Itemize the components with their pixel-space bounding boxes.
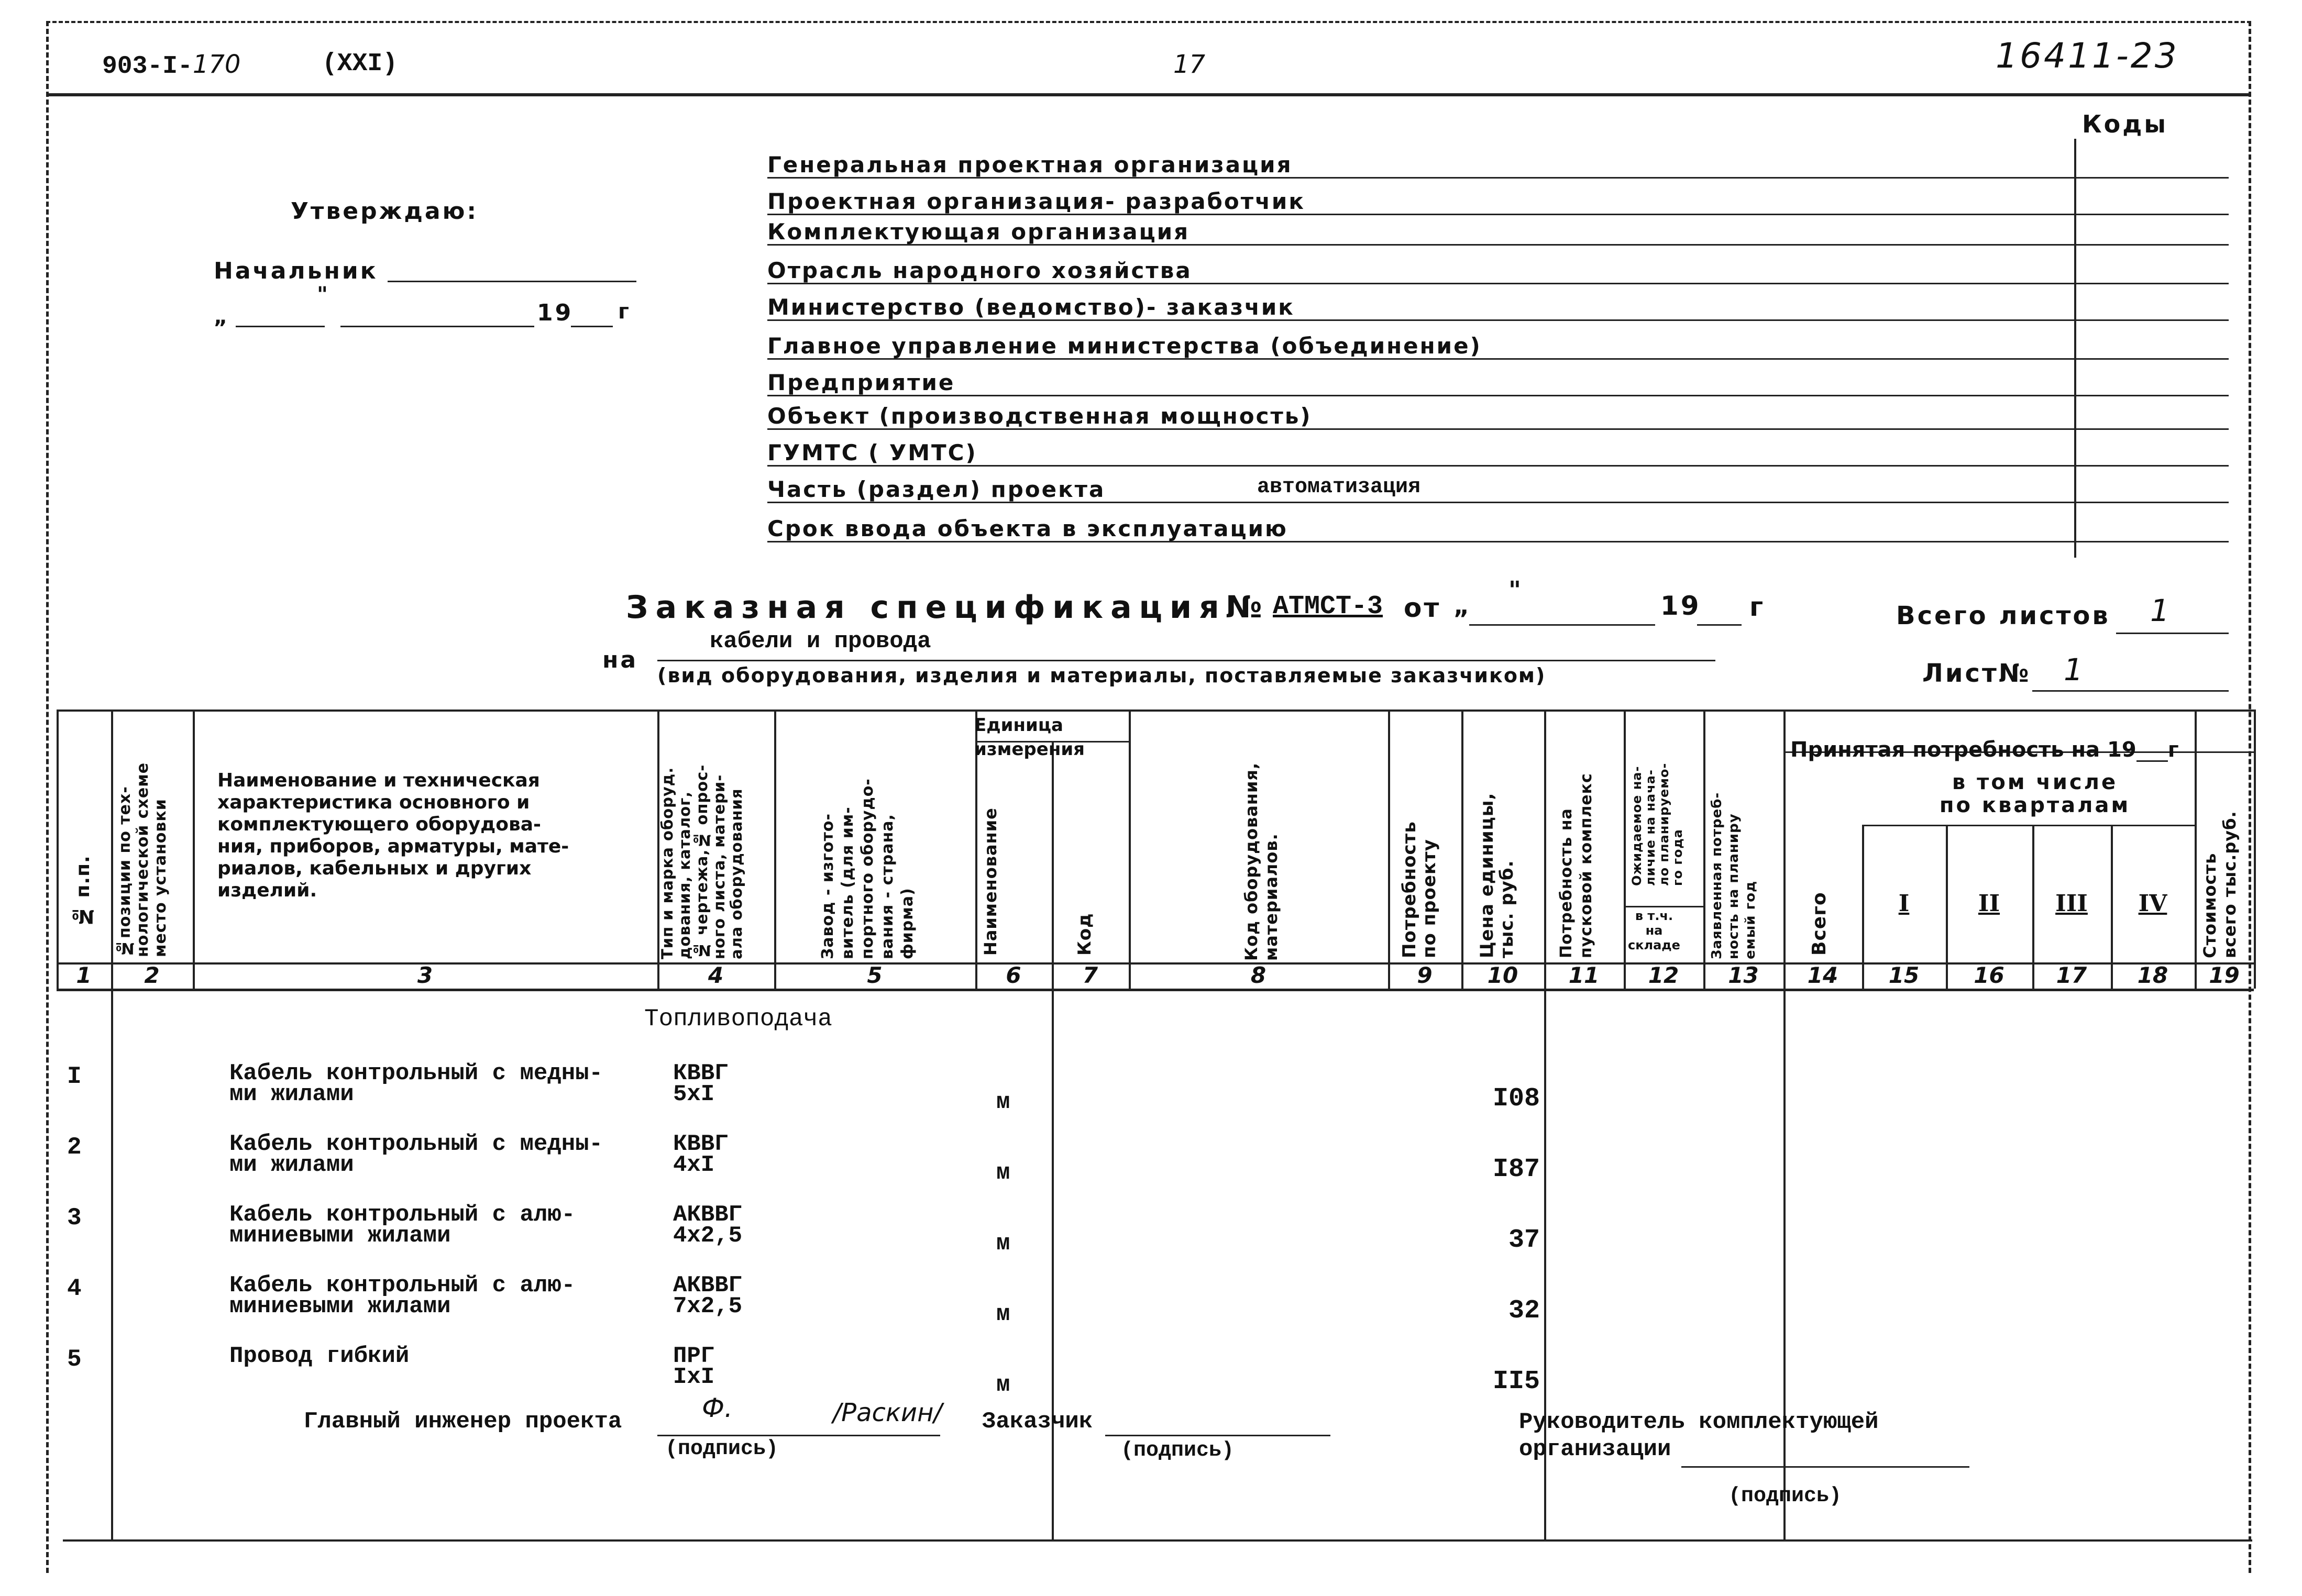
spec-heading: Заказная спецификация: [626, 589, 1227, 626]
org-field-label: Отрасль народного хозяйства: [767, 258, 1192, 283]
row-quantity: II5: [1492, 1367, 1540, 1396]
row-name: Кабель контрольный с алю- миниевыми жилами: [229, 1202, 576, 1249]
row-unit: м: [996, 1160, 1010, 1186]
column-number: 8: [1250, 962, 1266, 988]
row-number: 5: [67, 1346, 82, 1373]
archive-number: 16411-23: [1996, 36, 2179, 76]
date-quote-close: ": [317, 283, 330, 307]
org-field-label: Комплектующая организация: [767, 219, 1190, 245]
approve-label: Утверждаю:: [291, 198, 478, 225]
col9-header: Потребность по проекту: [1399, 821, 1440, 958]
chief-engineer-label: Главный инженер проекта: [304, 1409, 622, 1435]
spec-from: от: [1404, 593, 1441, 623]
grid-column-line: [1129, 710, 1131, 989]
column-number: 3: [417, 962, 433, 988]
row-number: I: [67, 1063, 82, 1090]
org-field-label: Генеральная проектная организация: [767, 152, 1293, 178]
spec-subject: кабели и провода: [710, 628, 931, 655]
total-sheets-label: Всего листов: [1896, 601, 2110, 630]
quarters-header: в том числе по кварталам: [1939, 770, 2131, 817]
col12-sub-header: в т.ч. на складе: [1628, 908, 1680, 952]
col10-header: Цена единицы, тыс. руб.: [1477, 792, 1517, 958]
row-unit: м: [996, 1372, 1010, 1398]
chief-line: [388, 281, 636, 282]
column-number: 16: [1974, 962, 2004, 988]
quarter-label: I: [1898, 890, 1910, 917]
date-year: 19: [537, 300, 574, 326]
row-name: Кабель контрольный с медны- ми жилами: [229, 1060, 603, 1107]
date-year-line: [571, 326, 613, 327]
supplier-head-hint: (подпись): [1728, 1484, 1842, 1508]
date-day-line: [236, 326, 325, 327]
row-unit: м: [996, 1301, 1010, 1327]
grid-column-line: [111, 710, 113, 989]
column-number: 7: [1082, 962, 1098, 988]
col2-header: №позиции по тех- нологической схеме место установки: [116, 762, 170, 957]
row-type: ПРГ IхI: [673, 1343, 715, 1390]
row-quantity: 32: [1508, 1296, 1540, 1326]
col3-header: Наименование и техническая характеристика основного и комплектующего оборудова- ния, приборов, арматуры, мате- риалов, кабельных и других изделий.: [217, 770, 569, 901]
codes-divider: [2074, 139, 2076, 558]
column-number: 10: [1487, 962, 1518, 988]
sheet-line: [2032, 690, 2229, 692]
org-field-label: Проектная организация- разработчик: [767, 189, 1305, 214]
row-name: Кабель контрольный с алю- миниевыми жилами: [229, 1272, 576, 1320]
table-top: [57, 710, 2254, 712]
row-quantity: I87: [1492, 1155, 1540, 1184]
grid-column-line: [1544, 710, 1546, 989]
date-quote-open: „: [214, 305, 230, 329]
org-field-label: Срок ввода объекта в эксплуатацию: [767, 516, 1288, 541]
spec-number-label: №: [1226, 589, 1264, 625]
unit-group-header: Единица измерения: [974, 715, 1085, 760]
column-number: 15: [1888, 962, 1920, 988]
stamp-divider: [47, 93, 2250, 96]
col11-header: Потребность на пусковой комплекс: [1557, 773, 1595, 958]
col1-header: № п.п.: [72, 855, 94, 927]
section-title: Топливоподача: [644, 1005, 832, 1033]
spec-date-line: [1469, 624, 1655, 626]
grid-column-line: [1052, 741, 1054, 989]
column-number: 1: [76, 962, 92, 988]
column-number: 9: [1417, 962, 1433, 988]
album-number: (XXI): [322, 50, 398, 78]
org-field-label: Предприятие: [767, 370, 955, 395]
date-suffix: г: [618, 300, 631, 324]
row-type: КВВГ 4хI: [673, 1131, 729, 1178]
grid-column-line: [1703, 710, 1705, 989]
codes-label: Коды: [2082, 110, 2168, 138]
customer-hint: (подпись): [1121, 1439, 1235, 1462]
column-number: 13: [1728, 962, 1759, 988]
row-number: 2: [67, 1134, 82, 1161]
grid-header-line: [1862, 825, 2195, 826]
col12-header: Ожидаемое на- личие на нача- ло планируемо- го года: [1629, 762, 1685, 886]
quarter-label: II: [1978, 890, 2000, 917]
row-quantity: I08: [1492, 1084, 1540, 1114]
row-number: 4: [67, 1275, 82, 1302]
chief-engineer-hint: (подпись): [665, 1437, 779, 1461]
row-quantity: 37: [1508, 1225, 1540, 1255]
grid-column-line: [774, 710, 776, 989]
column-number: 12: [1648, 962, 1679, 988]
col13-header: Заявленная потреб- ность на планиру емый год: [1709, 792, 1758, 959]
quarter-label: III: [2055, 890, 2088, 917]
column-number: 11: [1568, 962, 1600, 988]
col8-header: Код оборудования, материалов.: [1241, 762, 1281, 961]
column-number: 6: [1006, 962, 1021, 988]
total-sheets: 1: [2150, 593, 2169, 628]
org-field-label: Объект (производственная мощность): [767, 403, 1312, 429]
column-number: 19: [2209, 962, 2240, 988]
row-number: 3: [67, 1204, 82, 1232]
spec-date-quote2: ": [1508, 576, 1523, 604]
grid-column-line: [1388, 710, 1390, 989]
grid-body-line: [1052, 989, 1054, 1539]
col4-header: Тип и марка оборуд. дования, каталог, № чертежа,№ опрос- ного листа, матери- ала оборудования: [658, 764, 745, 959]
col5-header: Завод - изгото- витель (для им- портного оборудо- вания - страна, фирма): [819, 778, 917, 959]
row-type: АКВВГ 4х2,5: [673, 1202, 743, 1249]
chief-engineer-name: /Раскин/: [833, 1398, 942, 1427]
column-number: 18: [2137, 962, 2168, 988]
spec-subject-line: [657, 660, 1715, 661]
grid-header-line: [1624, 906, 1703, 907]
supplier-head-line: [1681, 1466, 1969, 1468]
sheet-number: 1: [2064, 652, 2083, 688]
row-name: Провод гибкий: [229, 1343, 410, 1369]
accepted-header: Принятая потребность на 19 г: [1790, 738, 2179, 762]
table-bottom: [63, 1539, 2252, 1542]
doc-number: 903-I-170: [102, 50, 241, 81]
row-type: КВВГ 5хI: [673, 1060, 729, 1107]
grid-body-line: [111, 989, 113, 1539]
spec-subject-hint: (вид оборудования, изделия и материалы, поставляемые заказчиком): [657, 664, 1546, 687]
spec-number: АТМСТ-3: [1273, 592, 1383, 622]
column-number: 17: [2056, 962, 2087, 988]
grid-column-line: [1624, 710, 1626, 989]
column-number: 14: [1807, 962, 1838, 988]
grid-column-line: [57, 710, 59, 989]
supplier-head-label: Руководитель комплектующей организации: [1519, 1409, 1879, 1462]
col14-header: Всего: [1809, 892, 1830, 956]
col7-header: Код: [1074, 913, 1095, 956]
spec-year-suffix: г: [1749, 592, 1766, 622]
total-sheets-line: [2116, 633, 2229, 634]
spec-year: 19: [1660, 591, 1701, 621]
grid-column-line: [193, 710, 195, 989]
date-month-line: [340, 326, 534, 327]
col19-header: Стоимость всего тыс.руб.: [2200, 811, 2240, 958]
grid-column-line: [2254, 710, 2256, 989]
col6-header: Наименование: [981, 807, 1000, 956]
org-field-label: ГУМТС ( УМТС): [767, 440, 977, 465]
spec-date-quote: „: [1453, 592, 1472, 620]
row-unit: м: [996, 1089, 1010, 1115]
grid-column-line: [1461, 710, 1463, 989]
chief-label: Начальник: [214, 258, 378, 284]
column-number: 4: [708, 962, 724, 988]
org-field-label: Министерство (ведомство)- заказчик: [767, 294, 1295, 320]
row-name: Кабель контрольный с медны- ми жилами: [229, 1131, 603, 1178]
org-field-label: Главное управление министерства (объединение): [767, 333, 1482, 359]
row-unit: м: [996, 1231, 1010, 1257]
spec-year-line: [1697, 624, 1742, 626]
table-body-top: [57, 989, 2254, 991]
row-type: АКВВГ 7х2,5: [673, 1272, 743, 1320]
customer-label: Заказчик: [982, 1409, 1093, 1435]
sheet-label: Лист№: [1922, 659, 2031, 688]
quarter-label: IV: [2138, 890, 2167, 917]
column-number: 2: [144, 962, 160, 988]
spec-on: на: [602, 647, 638, 673]
chief-engineer-signature: Ф.: [702, 1393, 733, 1423]
page-number: 17: [1173, 50, 1206, 79]
org-field-value: автоматизация: [1257, 475, 1421, 499]
chief-engineer-line: [657, 1435, 940, 1436]
customer-line: [1105, 1435, 1330, 1436]
column-number: 5: [867, 962, 883, 988]
org-field-label: Часть (раздел) проекта: [767, 476, 1106, 502]
